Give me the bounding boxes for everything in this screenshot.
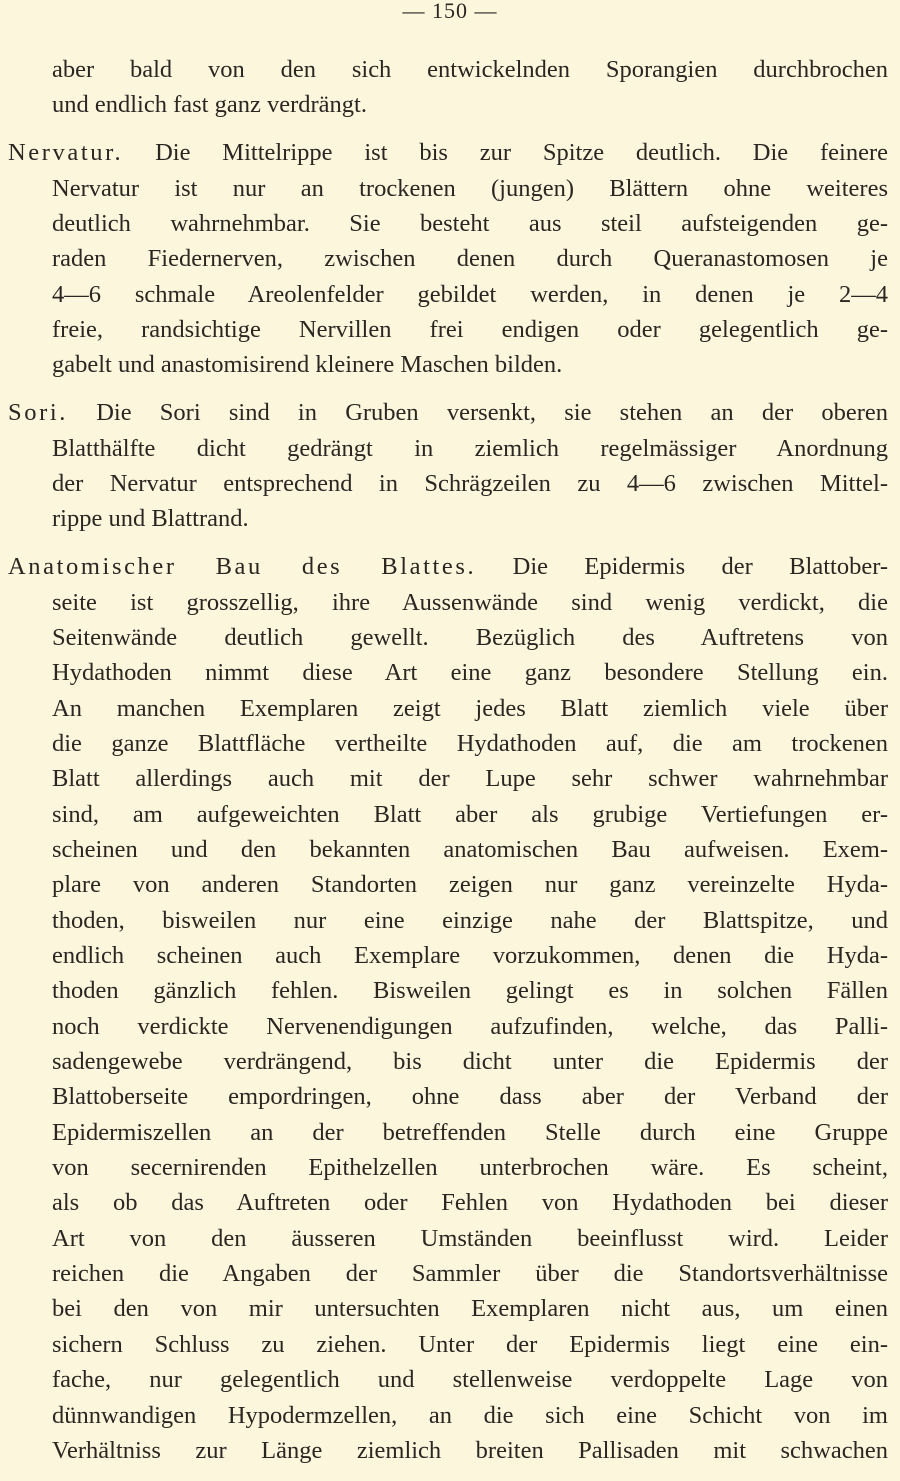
paragraph: [0, 135, 888, 382]
line-text: plare von anderen Standorten zeigen nur ganz vereinzelte Hyda-: [52, 871, 888, 899]
line-text: Blattoberseite empordringen, ohne dass aber der Verband der: [52, 1083, 888, 1111]
text-line: [0, 312, 888, 347]
text-line: [0, 347, 888, 382]
paragraph: [0, 395, 888, 536]
line-text: seite ist grosszellig, ihre Aussenwände sind wenig verdickt, die: [52, 588, 888, 616]
line-text: freie, randsichtige Nervillen frei endigen oder gelegentlich ge-: [52, 316, 888, 343]
text-line: [0, 1221, 888, 1256]
text-line: [0, 277, 888, 312]
text-line: [0, 1398, 888, 1433]
line-text: Art von den äusseren Umständen beeinflusst wird. Leider: [52, 1224, 888, 1252]
line-text: thoden, bisweilen nur eine einzige nahe der Blattspitze, und: [52, 906, 888, 934]
page-number: — 150 —: [402, 0, 498, 23]
text-line: [0, 655, 888, 690]
line-text: sind, am aufgeweichten Blatt aber als grubige Vertiefungen er-: [52, 800, 888, 828]
line-text: endlich scheinen auch Exemplare vorzukommen, denen die Hyda-: [52, 942, 888, 970]
line-text: bei den von mir untersuchten Exemplaren nicht aus, um einen: [52, 1295, 888, 1323]
paragraph: [0, 549, 888, 1468]
line-text: noch verdickte Nervenendigungen aufzufinden, welche, das Palli-: [52, 1012, 888, 1040]
text-line: [0, 1115, 888, 1150]
text-line: [0, 501, 888, 536]
line-text: scheinen und den bekannten anatomischen Bau aufweisen. Exem-: [52, 836, 888, 863]
text-line: [0, 171, 888, 206]
line-text: Die Mittelrippe ist bis zur Spitze deutlich. Die feinere: [155, 139, 889, 167]
text-line: [0, 1185, 888, 1220]
text-line: [0, 431, 888, 466]
text-line: [0, 549, 888, 584]
text-line: [0, 1009, 888, 1044]
line-text: aber bald von den sich entwickelnden Sporangien durchbrochen: [52, 56, 888, 83]
text-line: [0, 206, 888, 241]
line-text: Die Sori sind in Gruben versenkt, sie stehen an der oberen: [96, 399, 889, 427]
line-text: reichen die Angaben der Sammler über die Standortsverhältnisse: [52, 1260, 888, 1288]
line-text: gabelt und anastomisirend kleinere Maschen bilden.: [52, 351, 563, 379]
text-line: [0, 241, 888, 276]
text-line: [0, 1256, 888, 1291]
line-text: sadengewebe verdrängend, bis dicht unter die Epidermis der: [52, 1048, 888, 1076]
line-text: 4—6 schmale Areolenfelder gebildet werden, in denen je 2—4: [52, 280, 888, 308]
line-text: der Nervatur entsprechend in Schrägzeilen zu 4—6 zwischen Mittel-: [52, 469, 888, 497]
line-text: raden Fiedernerven, zwischen denen durch Queranastomosen je: [52, 245, 888, 273]
text-line: [0, 1291, 888, 1326]
text-line: [0, 691, 888, 726]
text-line: [0, 832, 888, 867]
line-text: deutlich wahrnehmbar. Sie besteht aus steil aufsteigenden ge-: [52, 209, 888, 237]
text-line: [0, 466, 888, 501]
text-line: [0, 1362, 888, 1397]
text-line: [0, 903, 888, 938]
line-text: An manchen Exemplaren zeigt jedes Blatt ziemlich viele über: [52, 694, 888, 722]
line-text: Blatthälfte dicht gedrängt in ziemlich regelmässiger Anordnung: [52, 434, 888, 462]
line-text: Blatt allerdings auch mit der Lupe sehr schwer wahrnehmbar: [52, 765, 888, 793]
text-line: [0, 1327, 888, 1362]
line-text: von secernirenden Epithelzellen unterbrochen wäre. Es scheint,: [52, 1154, 888, 1182]
line-text: Verhältniss zur Länge ziemlich breiten Pallisaden mit schwachen: [52, 1436, 888, 1464]
text-line: [0, 87, 888, 122]
text-line: [0, 973, 888, 1008]
text-line: [0, 761, 888, 796]
section-heading: Anatomischer Bau des Blattes.: [8, 553, 477, 581]
text-line: [0, 1150, 888, 1185]
text-line: [0, 52, 888, 87]
line-text: Die Epidermis der Blattober-: [512, 553, 889, 581]
line-text: fache, nur gelegentlich und stellenweise verdoppelte Lage von: [52, 1366, 888, 1394]
line-text: Nervatur ist nur an trockenen (jungen) Blättern ohne weiteres: [52, 174, 888, 202]
text-line: [0, 1433, 888, 1468]
line-text: die ganze Blattfläche vertheilte Hydathoden auf, die am trockenen: [52, 729, 888, 757]
text-line: [0, 1079, 888, 1114]
line-text: rippe und Blattrand.: [52, 505, 249, 533]
text-line: [0, 867, 888, 902]
text-line: [0, 1044, 888, 1079]
section-heading: Sori.: [8, 399, 68, 427]
line-text: als ob das Auftreten oder Fehlen von Hydathoden bei dieser: [52, 1189, 888, 1217]
line-text: thoden gänzlich fehlen. Bisweilen gelingt es in solchen Fällen: [52, 977, 888, 1005]
text-line: [0, 938, 888, 973]
body-text: [0, 52, 888, 1481]
section-heading: Nervatur.: [8, 139, 124, 167]
text-line: [0, 797, 888, 832]
text-line: [0, 726, 888, 761]
line-text: Seitenwände deutlich gewellt. Bezüglich des Auftretens von: [52, 623, 888, 651]
line-text: und endlich fast ganz verdrängt.: [52, 91, 367, 119]
text-line: [0, 395, 888, 430]
text-line: [0, 585, 888, 620]
text-line: [0, 135, 888, 170]
line-text: sichern Schluss zu ziehen. Unter der Epidermis liegt eine ein-: [52, 1330, 888, 1358]
text-line: [0, 620, 888, 655]
line-text: Epidermiszellen an der betreffenden Stelle durch eine Gruppe: [52, 1118, 888, 1146]
line-text: Hydathoden nimmt diese Art eine ganz besondere Stellung ein.: [52, 659, 888, 687]
paragraph: [0, 52, 888, 123]
line-text: dünnwandigen Hypodermzellen, an die sich eine Schicht von im: [52, 1401, 888, 1429]
